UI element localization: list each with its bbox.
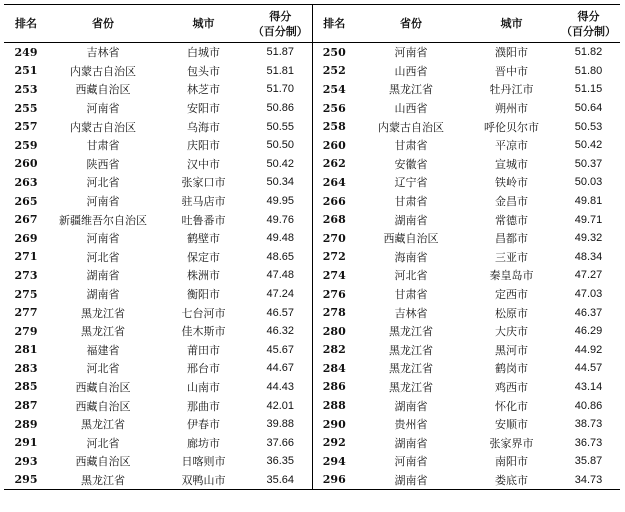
right-province-cell: 安徽省 (394, 157, 428, 171)
left-score-cell: 46.32 (249, 322, 312, 341)
left-city-cell: 驻马店市 (181, 195, 226, 209)
right-rank-cell: 256 (322, 101, 346, 115)
left-province-cell: 黑龙江省 (81, 473, 125, 487)
right-city-cell: 金昌市 (495, 195, 528, 209)
city-ranking-table (4, 4, 620, 490)
left-province-cell: 新疆维吾尔自治区 (59, 213, 147, 227)
left-rank-cell: 269 (14, 231, 38, 245)
left-city-cell: 佳木斯市 (181, 325, 226, 339)
right-province-cell: 黑龙江省 (389, 325, 433, 339)
left-province-cell: 福建省 (86, 343, 120, 357)
left-city-cell: 吐鲁番市 (181, 213, 226, 227)
left-score-cell: 44.67 (249, 359, 312, 378)
right-province-cell: 山西省 (394, 64, 428, 78)
left-province-cell: 河北省 (86, 250, 120, 264)
right-rank-cell: 266 (322, 194, 346, 208)
left-rank-cell: 277 (14, 306, 38, 320)
right-score-cell: 51.80 (574, 64, 603, 77)
table-row (4, 303, 620, 322)
right-score-cell: 50.53 (574, 120, 603, 133)
right-score-cell: 34.73 (574, 473, 603, 486)
right-rank-cell: 252 (322, 64, 346, 78)
right-score-cell: 40.86 (574, 399, 603, 412)
header-score-title: 得分 (577, 9, 600, 23)
right-province-cell: 黑龙江省 (389, 343, 433, 357)
left-city-cell: 保定市 (187, 250, 220, 264)
right-city-cell: 南阳市 (495, 455, 528, 469)
right-score-cell: 50.42 (574, 139, 603, 152)
left-province-cell: 陕西省 (86, 157, 120, 171)
right-city-cell: 张家界市 (489, 436, 534, 450)
right-province-cell: 山西省 (394, 102, 428, 116)
left-score-cell: 42.01 (249, 396, 312, 415)
right-score-cell: 44.92 (574, 343, 603, 356)
right-city-cell: 松原市 (495, 306, 528, 320)
left-rank-cell: 285 (14, 380, 38, 394)
table-row (4, 117, 620, 136)
right-score-cell: 50.03 (574, 176, 603, 189)
right-rank-cell: 286 (322, 380, 346, 394)
table-row (4, 341, 620, 360)
left-province-cell: 河北省 (86, 362, 120, 376)
right-city-cell: 牡丹江市 (489, 83, 534, 97)
left-score-cell: 51.70 (249, 80, 312, 99)
table-row (4, 62, 620, 81)
right-city-cell: 常德市 (495, 213, 528, 227)
right-score-cell: 48.34 (574, 250, 603, 263)
left-city-cell: 安阳市 (187, 102, 220, 116)
header-city-left: 城市 (158, 5, 249, 43)
right-province-cell: 甘肃省 (394, 195, 428, 209)
left-score-cell: 39.88 (249, 415, 312, 434)
right-province-cell: 湖南省 (394, 399, 428, 413)
header-province-left: 省份 (48, 5, 158, 43)
right-city-cell: 鹤岗市 (495, 362, 528, 376)
left-score-cell: 44.43 (249, 378, 312, 397)
right-city-cell: 黑河市 (495, 343, 528, 357)
right-province-cell: 河南省 (394, 455, 428, 469)
left-city-cell: 株洲市 (187, 269, 220, 283)
right-city-cell: 朔州市 (495, 102, 528, 116)
left-score-cell: 47.48 (249, 266, 312, 285)
table-row (4, 192, 620, 211)
left-province-cell: 湖南省 (86, 288, 120, 302)
right-city-cell: 鸡西市 (495, 380, 528, 394)
right-city-cell: 怀化市 (495, 399, 528, 413)
table-row (4, 285, 620, 304)
right-score-cell: 51.15 (574, 83, 603, 96)
left-city-cell: 邢台市 (187, 362, 220, 376)
right-score-cell: 44.57 (574, 362, 603, 375)
left-city-cell: 日喀则市 (181, 455, 226, 469)
left-city-cell: 七台河市 (181, 306, 226, 320)
left-city-cell: 莆田市 (187, 343, 220, 357)
right-rank-cell: 296 (322, 473, 346, 487)
right-score-cell: 43.14 (574, 380, 603, 393)
right-city-cell: 昌都市 (495, 232, 528, 246)
left-rank-cell: 260 (14, 157, 38, 171)
right-score-cell: 49.81 (574, 195, 603, 208)
left-score-cell: 51.81 (249, 62, 312, 81)
right-city-cell: 晋中市 (495, 64, 528, 78)
left-province-cell: 甘肃省 (86, 139, 120, 153)
left-rank-cell: 253 (14, 82, 38, 96)
table-row (4, 378, 620, 397)
left-rank-cell: 249 (14, 45, 38, 59)
left-province-cell: 内蒙古自治区 (70, 120, 136, 134)
right-city-cell: 大庆市 (495, 325, 528, 339)
left-city-cell: 衡阳市 (187, 288, 220, 302)
left-rank-cell: 267 (14, 213, 38, 227)
table-row (4, 229, 620, 248)
left-rank-cell: 281 (14, 343, 38, 357)
left-province-cell: 河南省 (86, 102, 120, 116)
left-province-cell: 河北省 (86, 436, 120, 450)
right-province-cell: 河北省 (394, 269, 428, 283)
left-province-cell: 湖南省 (86, 269, 120, 283)
left-score-cell: 37.66 (249, 433, 312, 452)
left-rank-cell: 257 (14, 120, 38, 134)
left-rank-cell: 271 (14, 250, 38, 264)
left-province-cell: 河南省 (86, 195, 120, 209)
left-score-cell: 35.64 (249, 471, 312, 490)
right-province-cell: 海南省 (394, 250, 428, 264)
right-score-cell: 47.27 (574, 269, 603, 282)
left-province-cell: 黑龙江省 (81, 325, 125, 339)
left-score-cell: 47.24 (249, 285, 312, 304)
header-row (4, 5, 620, 43)
right-city-cell: 平凉市 (495, 139, 528, 153)
table-row (4, 452, 620, 471)
left-province-cell: 西藏自治区 (75, 83, 131, 97)
right-province-cell: 黑龙江省 (389, 380, 433, 394)
left-rank-cell: 255 (14, 101, 38, 115)
right-score-cell: 35.87 (574, 455, 603, 468)
right-score-cell: 38.73 (574, 418, 603, 431)
right-city-cell: 铁岭市 (495, 176, 528, 190)
right-rank-cell: 262 (322, 157, 346, 171)
right-province-cell: 甘肃省 (394, 139, 428, 153)
right-score-cell: 50.37 (574, 157, 603, 170)
table-row (4, 248, 620, 267)
header-province-right: 省份 (356, 5, 466, 43)
right-score-cell: 49.71 (574, 213, 603, 226)
right-rank-cell: 264 (322, 175, 346, 189)
right-score-cell: 50.64 (574, 102, 603, 115)
right-province-cell: 河南省 (394, 46, 428, 60)
left-score-cell: 49.76 (249, 210, 312, 229)
right-province-cell: 内蒙古自治区 (378, 120, 444, 134)
left-score-cell: 50.55 (249, 117, 312, 136)
left-city-cell: 林芝市 (187, 83, 220, 97)
left-rank-cell: 273 (14, 268, 38, 282)
right-city-cell: 定西市 (495, 288, 528, 302)
left-rank-cell: 293 (14, 454, 38, 468)
left-rank-cell: 265 (14, 194, 38, 208)
header-rank-right: 排名 (312, 5, 356, 43)
right-rank-cell: 280 (322, 324, 346, 338)
table-row (4, 173, 620, 192)
left-city-cell: 山南市 (187, 380, 220, 394)
left-province-cell: 西藏自治区 (75, 380, 131, 394)
left-province-cell: 河南省 (86, 232, 120, 246)
left-province-cell: 西藏自治区 (75, 399, 131, 413)
right-rank-cell: 282 (322, 343, 346, 357)
left-score-cell: 46.57 (249, 303, 312, 322)
right-rank-cell: 278 (322, 306, 346, 320)
header-score-left (249, 5, 312, 43)
right-province-cell: 黑龙江省 (389, 362, 433, 376)
right-province-cell: 湖南省 (394, 473, 428, 487)
header-score-right (557, 5, 620, 43)
table-row (4, 396, 620, 415)
left-rank-cell: 279 (14, 324, 38, 338)
right-rank-cell: 294 (322, 454, 346, 468)
left-city-cell: 张家口市 (181, 176, 226, 190)
right-rank-cell: 254 (322, 82, 346, 96)
left-city-cell: 汉中市 (187, 157, 220, 171)
header-score-unit: （百分制） (252, 24, 308, 38)
right-rank-cell: 274 (322, 268, 346, 282)
right-rank-cell: 270 (322, 231, 346, 245)
left-city-cell: 双鸭山市 (181, 473, 226, 487)
left-province-cell: 内蒙古自治区 (70, 64, 136, 78)
left-city-cell: 那曲市 (187, 399, 220, 413)
header-rank-left: 排名 (4, 5, 48, 43)
left-province-cell: 黑龙江省 (81, 418, 125, 432)
right-city-cell: 秦皇岛市 (489, 269, 534, 283)
right-score-cell: 47.03 (574, 288, 603, 301)
left-score-cell: 49.95 (249, 192, 312, 211)
left-score-cell: 50.86 (249, 99, 312, 118)
left-province-cell: 西藏自治区 (75, 455, 131, 469)
left-score-cell: 48.65 (249, 248, 312, 267)
left-score-cell: 51.87 (249, 43, 312, 62)
right-province-cell: 吉林省 (394, 306, 428, 320)
table-row (4, 471, 620, 490)
left-rank-cell: 287 (14, 399, 38, 413)
right-score-cell: 46.29 (574, 325, 603, 338)
right-rank-cell: 284 (322, 361, 346, 375)
right-province-cell: 湖南省 (394, 436, 428, 450)
left-rank-cell: 289 (14, 417, 38, 431)
table-row (4, 359, 620, 378)
right-province-cell: 甘肃省 (394, 288, 428, 302)
left-city-cell: 乌海市 (187, 120, 220, 134)
left-rank-cell: 295 (14, 473, 38, 487)
left-province-cell: 吉林省 (86, 46, 120, 60)
right-city-cell: 三亚市 (495, 250, 528, 264)
right-city-cell: 娄底市 (495, 473, 528, 487)
right-province-cell: 黑龙江省 (389, 83, 433, 97)
header-score-title: 得分 (269, 9, 292, 23)
table-row (4, 415, 620, 434)
left-rank-cell: 263 (14, 175, 38, 189)
left-score-cell: 50.34 (249, 173, 312, 192)
right-rank-cell: 268 (322, 213, 346, 227)
table-row (4, 210, 620, 229)
left-rank-cell: 275 (14, 287, 38, 301)
left-score-cell: 36.35 (249, 452, 312, 471)
left-city-cell: 包头市 (187, 64, 220, 78)
right-city-cell: 宣城市 (495, 157, 528, 171)
right-score-cell: 46.37 (574, 306, 603, 319)
left-rank-cell: 259 (14, 138, 38, 152)
right-province-cell: 辽宁省 (394, 176, 428, 190)
right-rank-cell: 258 (322, 120, 346, 134)
left-province-cell: 黑龙江省 (81, 306, 125, 320)
table-row (4, 80, 620, 99)
right-rank-cell: 292 (322, 436, 346, 450)
right-city-cell: 安顺市 (495, 418, 528, 432)
left-rank-cell: 251 (14, 64, 38, 78)
table-row (4, 99, 620, 118)
left-city-cell: 白城市 (187, 46, 220, 60)
right-rank-cell: 260 (322, 138, 346, 152)
header-city-right: 城市 (466, 5, 557, 43)
table-row (4, 136, 620, 155)
right-rank-cell: 272 (322, 250, 346, 264)
table-row (4, 155, 620, 174)
right-score-cell: 49.32 (574, 232, 603, 245)
right-province-cell: 西藏自治区 (383, 232, 439, 246)
table-header (4, 5, 620, 43)
table-body (4, 43, 620, 490)
right-province-cell: 贵州省 (394, 418, 428, 432)
left-city-cell: 庆阳市 (187, 139, 220, 153)
left-rank-cell: 291 (14, 436, 38, 450)
left-score-cell: 50.50 (249, 136, 312, 155)
header-score-unit: （百分制） (561, 24, 616, 38)
table-row (4, 433, 620, 452)
right-score-cell: 36.73 (574, 436, 603, 449)
right-province-cell: 湖南省 (394, 213, 428, 227)
left-city-cell: 鹤壁市 (187, 232, 220, 246)
left-city-cell: 廊坊市 (187, 436, 220, 450)
right-score-cell: 51.82 (574, 46, 603, 59)
right-rank-cell: 288 (322, 399, 346, 413)
left-province-cell: 河北省 (86, 176, 120, 190)
right-rank-cell: 276 (322, 287, 346, 301)
right-rank-cell: 290 (322, 417, 346, 431)
left-score-cell: 45.67 (249, 341, 312, 360)
table-row (4, 322, 620, 341)
table-row (4, 43, 620, 62)
table-row (4, 266, 620, 285)
right-rank-cell: 250 (322, 45, 346, 59)
left-score-cell: 49.48 (249, 229, 312, 248)
left-score-cell: 50.42 (249, 155, 312, 174)
left-city-cell: 伊春市 (187, 418, 220, 432)
ranking-table-container (4, 4, 619, 490)
right-city-cell: 呼伦贝尔市 (484, 120, 539, 134)
left-rank-cell: 283 (14, 361, 38, 375)
right-city-cell: 濮阳市 (495, 46, 528, 60)
